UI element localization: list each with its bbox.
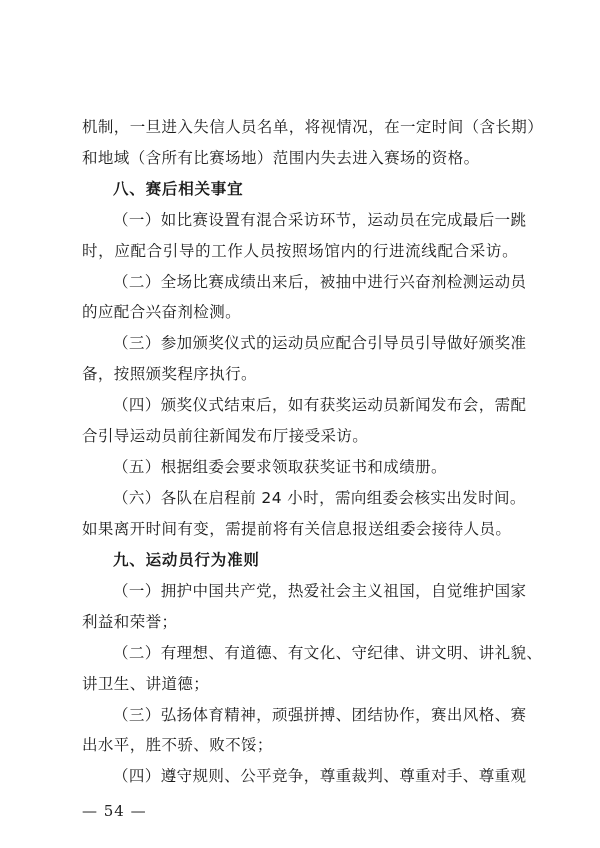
paragraph-line: 备，按照颁奖程序执行。 [82,365,257,383]
paragraph-line: （四）遵守规则、公平竞争，尊重裁判、尊重对手、尊重观 [113,767,527,785]
paragraph-line: 如果离开时间有变，需提前将有关信息报送组委会接待人员。 [82,520,512,538]
paragraph-line: 合引导运动员前往新闻发布厅接受采访。 [82,427,369,445]
section-heading: 八、赛后相关事宜 [113,180,244,198]
paragraph-line: 机制，一旦进入失信人员名单，将视情况，在一定时间（含长期） [82,118,544,136]
paragraph-line: （一）如比赛设置有混合采访环节，运动员在完成最后一跳 [113,211,527,229]
paragraph-line: 出水平，胜不骄、败不馁； [82,736,273,754]
paragraph-line: （三）弘扬体育精神，顽强拼搏、团结协作，赛出风格、赛 [113,706,527,724]
page-number: — 54 — [82,802,147,820]
paragraph-line: （一）拥护中国共产党，热爱社会主义祖国，自觉维护国家 [113,582,527,600]
paragraph-line: （四）颁奖仪式结束后，如有获奖运动员新闻发布会，需配 [113,396,527,414]
section-heading: 九、运动员行为准则 [113,551,260,569]
paragraph-line: （五）根据组委会要求领取获奖证书和成绩册。 [113,458,447,476]
paragraph-line: （二）全场比赛成绩出来后，被抽中进行兴奋剂检测运动员 [113,273,527,291]
paragraph-line: 利益和荣誉； [82,613,178,631]
paragraph-line: 时，应配合引导的工作人员按照场馆内的行进流线配合采访。 [82,242,518,260]
paragraph-line: 和地域（含所有比赛场地）范围内失去进入赛场的资格。 [82,149,480,167]
paragraph-line: （三）参加颁奖仪式的运动员应配合引导员引导做好颁奖准 [113,334,527,352]
paragraph-line: 讲卫生、讲道德； [82,675,210,693]
paragraph-line: （六）各队在启程前 24 小时，需向组委会核实出发时间。 [113,489,526,507]
paragraph-line: 的应配合兴奋剂检测。 [82,303,242,321]
paragraph-line: （二）有理想、有道德、有文化、守纪律、讲文明、讲礼貌、 [113,644,543,662]
